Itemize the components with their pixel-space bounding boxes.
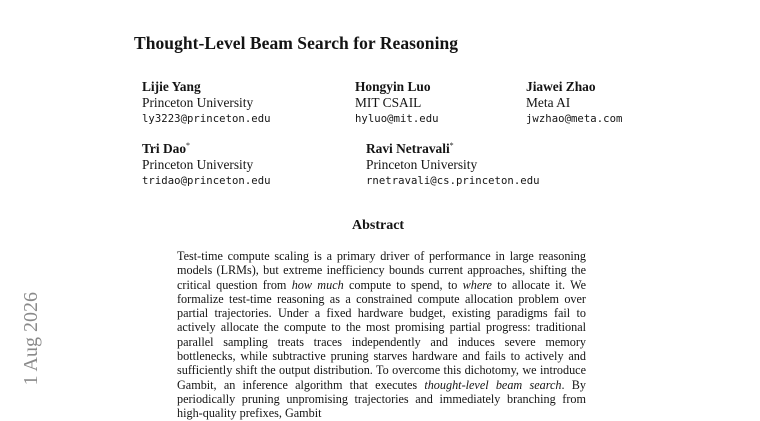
abstract-body [177, 249, 586, 421]
author-block [142, 79, 271, 127]
author-affiliation: MIT CSAIL [355, 95, 422, 110]
author-email: hyluo@mit.edu [355, 113, 439, 125]
corresponding-author-mark: * [186, 141, 191, 150]
author-block [366, 141, 540, 189]
author-name: Lijie Yang [142, 79, 201, 94]
author-name: Ravi Netravali* [366, 141, 454, 156]
abstract-heading: Abstract [352, 218, 405, 233]
paper-title: Thought-Level Beam Search for Reasoning [134, 33, 459, 53]
arxiv-side-stamp: 1 Aug 2026 [20, 292, 42, 386]
abstract-paragraph: Test-time compute scaling is a primary driver of performance in large reasoning models (LRMs), but extreme inefficiency bounds current approaches, shifting the critical question from how much compute to spend, to where to allocate it. We formalize test-time reasoning as a constrained compute allocation problem over partial trajectories. Under a fixed hardware budget, existing paradigms fail to actively allocate the compute to the most promising partial progress: traditional parallel sampling treats traces independently and induces severe memory bottlenecks, while subtractive pruning starves hardware and fails to actively and sufficiently shift the output distribution. To overcome this dichotomy, we introduce Gambit, an inference algorithm that executes thought-level beam search. By periodically pruning unpromising trajectories and immediately branching from high-quality prefixes, Gambit [177, 249, 587, 421]
author-name: Hongyin Luo [355, 79, 431, 94]
author-affiliation: Princeton University [142, 95, 254, 110]
author-name: Tri Dao* [142, 141, 191, 156]
author-email: rnetravali@cs.princeton.edu [366, 175, 540, 187]
corresponding-author-mark: * [449, 141, 454, 150]
author-email: ly3223@princeton.edu [142, 113, 271, 125]
author-block [526, 79, 622, 127]
author-name: Jiawei Zhao [526, 79, 596, 94]
author-block [142, 141, 271, 189]
author-affiliation: Princeton University [142, 157, 254, 172]
author-email: tridao@princeton.edu [142, 175, 271, 187]
author-email: jwzhao@meta.com [526, 113, 623, 125]
author-affiliation: Princeton University [366, 157, 478, 172]
author-block [355, 79, 439, 127]
author-affiliation: Meta AI [526, 95, 571, 110]
